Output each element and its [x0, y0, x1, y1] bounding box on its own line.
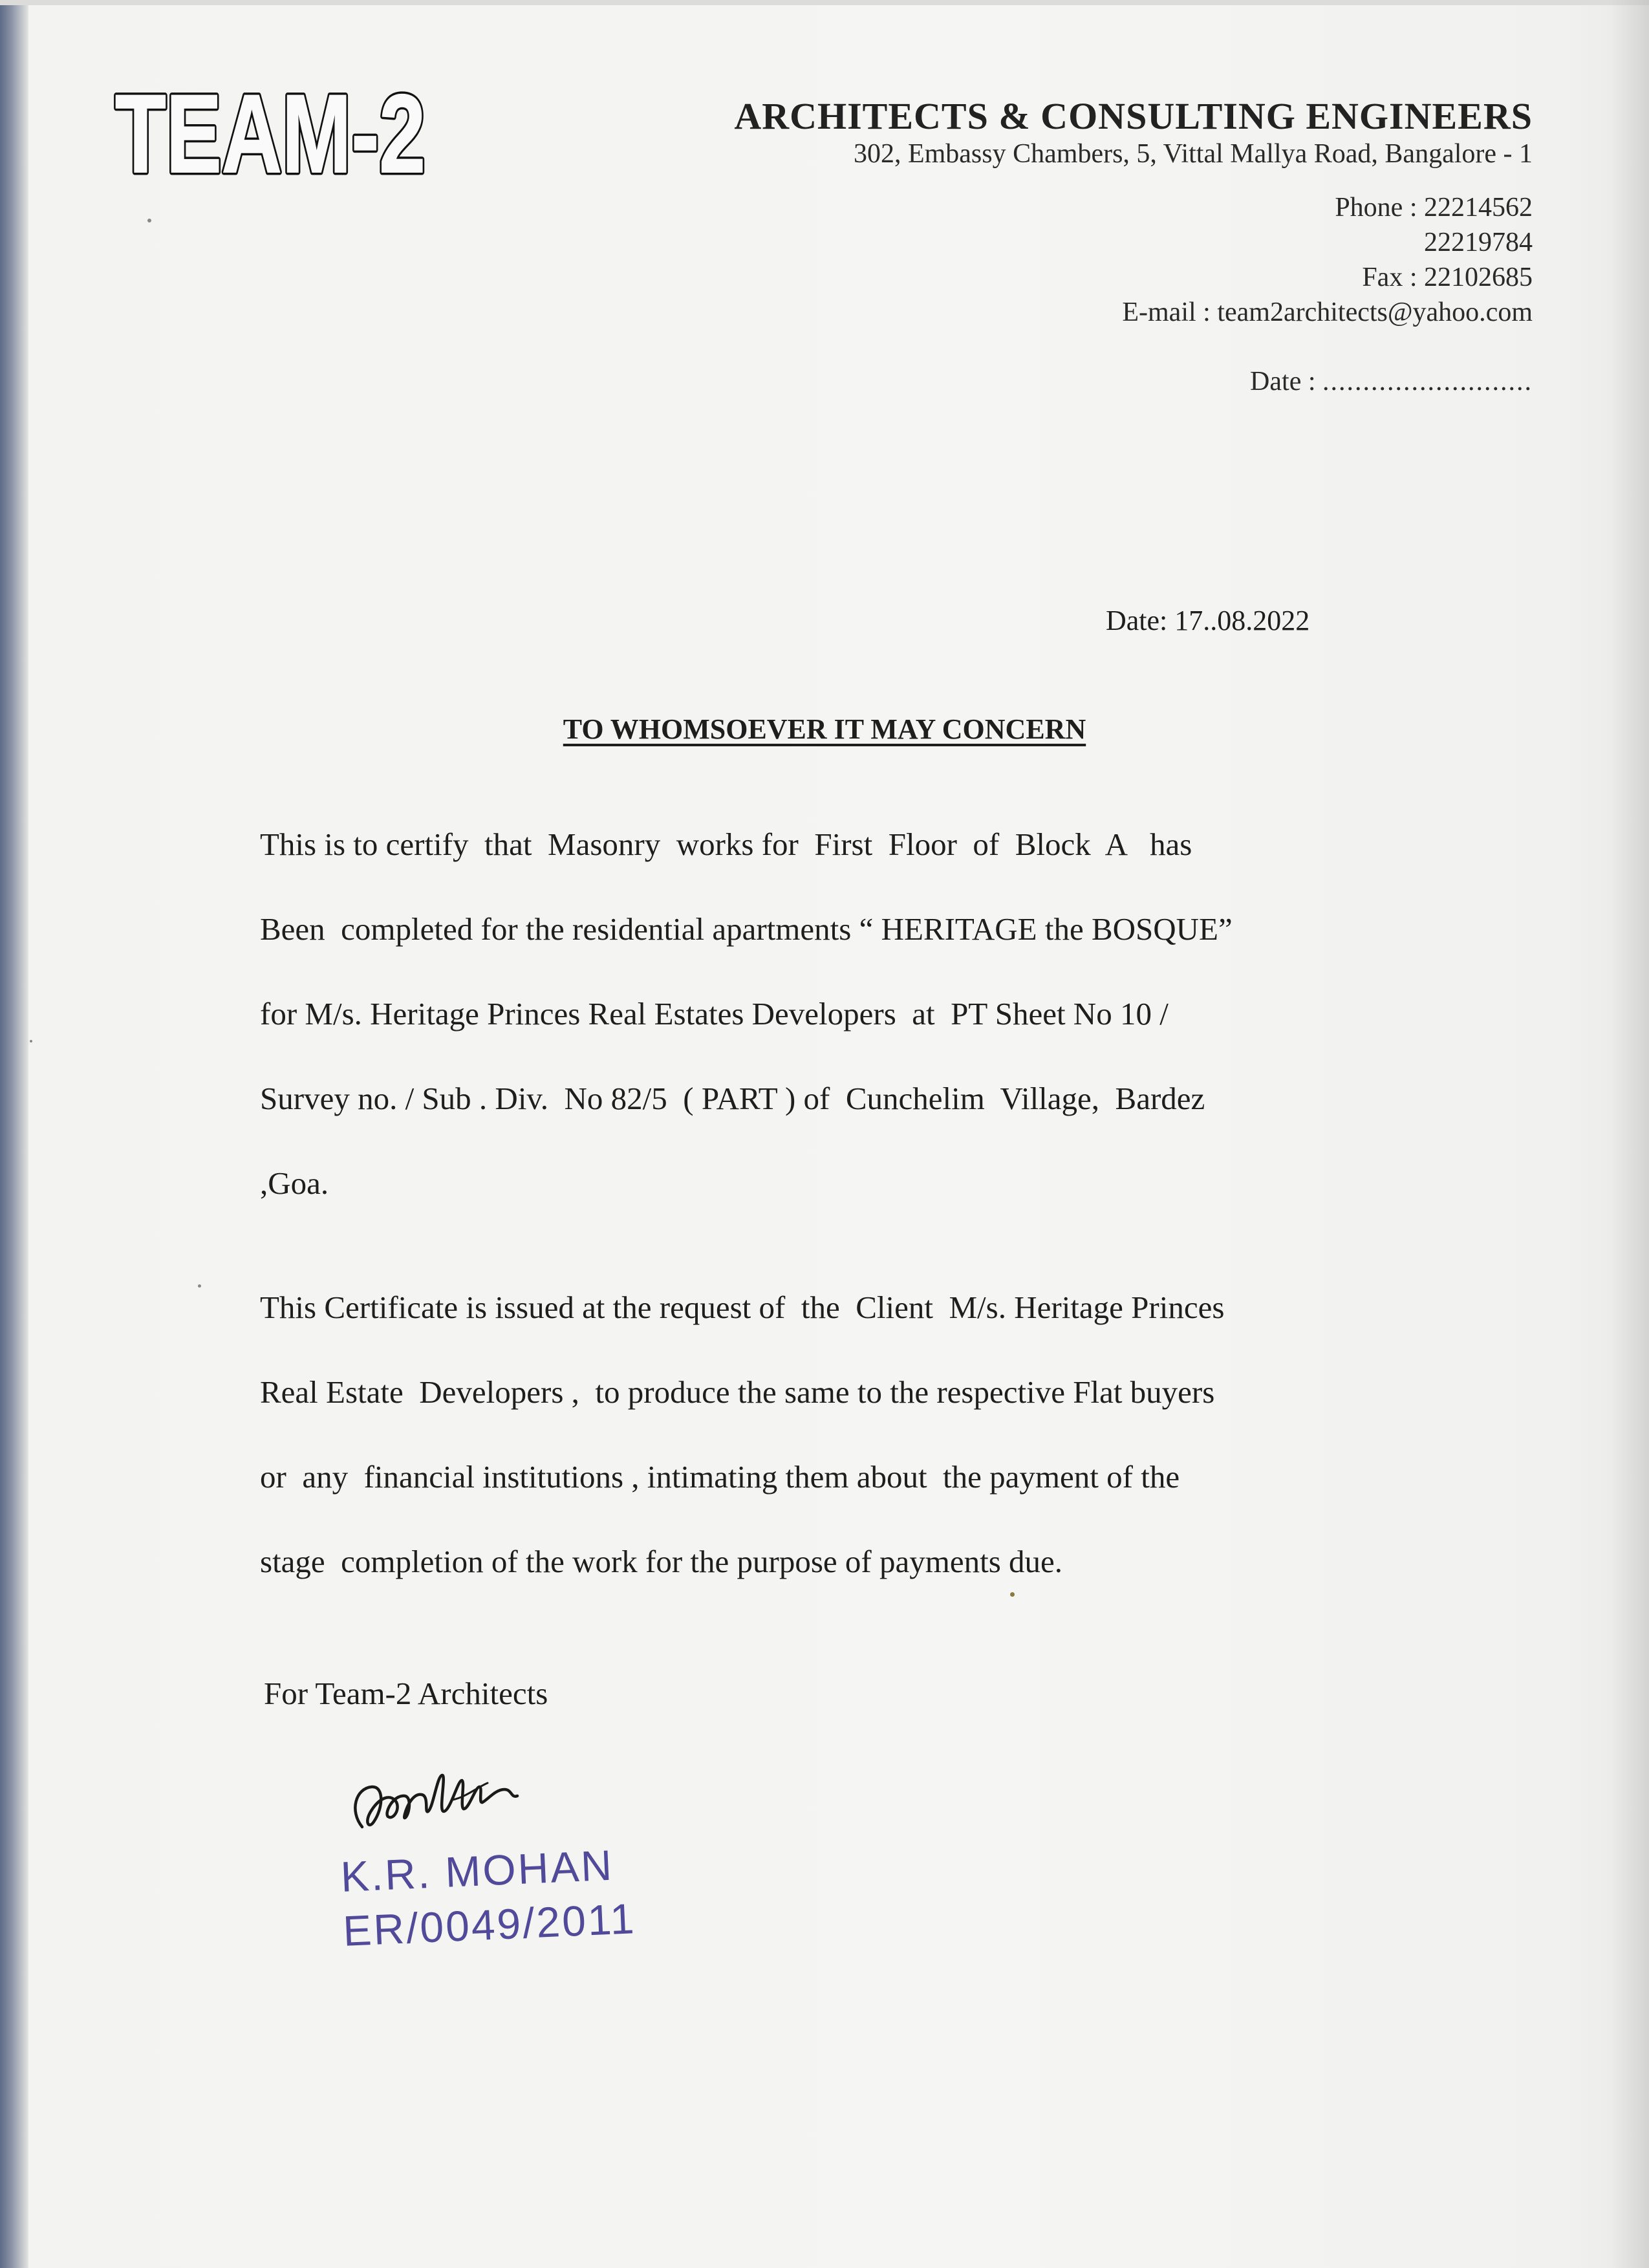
paper-speck: [198, 1284, 201, 1288]
fax-line: Fax : 22102685: [1362, 263, 1533, 292]
paragraph-1-line: ,Goa.: [260, 1165, 329, 1201]
signoff-line: For Team-2 Architects: [264, 1676, 548, 1711]
paragraph-1-line: Survey no. / Sub . Div. No 82/5 ( PART ) of Cunchelim Village, Bardez: [260, 1081, 1205, 1116]
letter-heading-text: TO WHOMSOEVER IT MAY CONCERN: [563, 713, 1086, 745]
scan-edge-top: [0, 0, 1649, 5]
paragraph-2-line: Real Estate Developers , to produce the same to the respective Flat buyers: [260, 1374, 1215, 1410]
scan-edge-right: [1610, 0, 1649, 2268]
letter-date: Date: 17..08.2022: [1106, 605, 1310, 636]
paragraph-1-line: for M/s. Heritage Princes Real Estates Developers at PT Sheet No 10 /: [260, 996, 1169, 1031]
paragraph-1-line: Been completed for the residential apartments “ HERITAGE the BOSQUE”: [260, 911, 1233, 947]
letterhead-date-label: Date :: [1250, 367, 1322, 396]
paragraph-2-line: or any financial institutions , intimating them about the payment of the: [260, 1459, 1180, 1495]
team2-logo: [110, 76, 433, 189]
paper-speck: [147, 219, 151, 222]
letter-heading: [0, 713, 1649, 746]
stamp-registration-number: ER/0049/2011: [341, 1894, 637, 1955]
email-line: E-mail : team2architects@yahoo.com: [1122, 297, 1533, 327]
firm-address: 302, Embassy Chambers, 5, Vittal Mallya Road, Bangalore - 1: [853, 139, 1533, 169]
paper-speck: [1010, 1592, 1015, 1597]
firm-contact-block: [1122, 190, 1533, 330]
letterhead-date-dots: ..........................: [1322, 367, 1533, 396]
paragraph-2-line: stage completion of the work for the purpose of payments due.: [260, 1544, 1063, 1579]
registration-stamp: [339, 1837, 637, 1958]
logo-text-outer: TEAM-2: [115, 76, 426, 186]
firm-name: ARCHITECTS & CONSULTING ENGINEERS: [734, 95, 1533, 137]
letterhead-date-field: [1250, 366, 1533, 397]
stamp-name: K.R. MOHAN: [339, 1841, 615, 1901]
certificate-paragraph-1: [260, 825, 1372, 1249]
phone-line-2: 22219784: [1424, 228, 1533, 257]
phone-line: Phone : 22214562: [1335, 193, 1533, 222]
scan-edge-left: [0, 0, 28, 2268]
signature-scribble: [343, 1749, 563, 1846]
paragraph-2-line: This Certificate is issued at the request of the Client M/s. Heritage Princes: [260, 1290, 1225, 1325]
paragraph-1-line: This is to certify that Masonry works for First Floor of Block A has: [260, 826, 1192, 862]
paper-speck: [30, 1040, 32, 1042]
certificate-paragraph-2: [260, 1288, 1372, 1627]
handwritten-signature: [343, 1749, 563, 1850]
team2-logo-graphic: [110, 76, 433, 186]
logo-text-inner: TEAM-2: [115, 76, 426, 186]
